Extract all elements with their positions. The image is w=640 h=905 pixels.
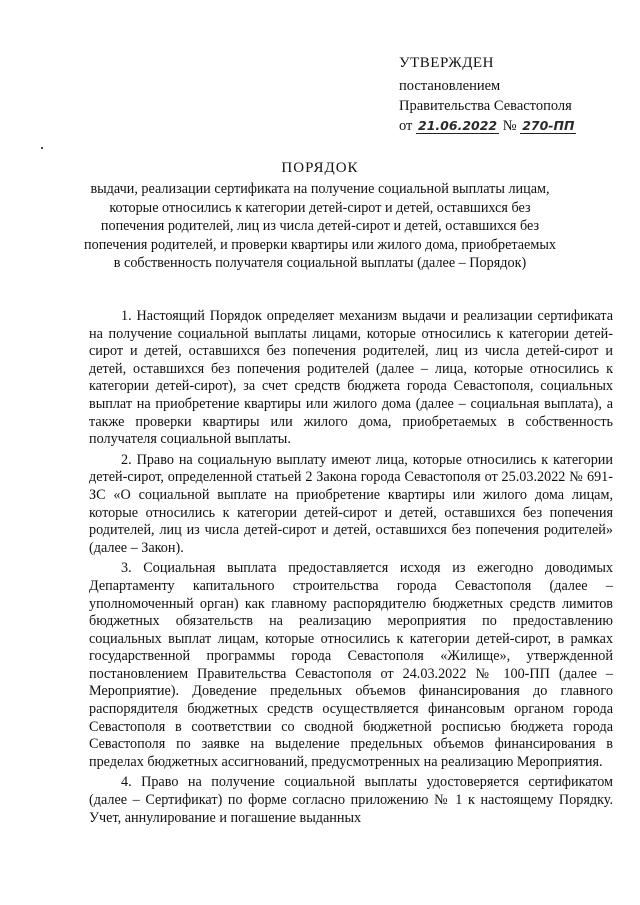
paragraph-1: 1. Настоящий Порядок определяет механизм выдачи и реализации сертификата на получение социальной выплаты лицами, которые относились к категории детей-сирот и детей, оставшихся без попечения родителей, лиц из числа детей-сирот и детей, оставшихся без попечения родителей (далее – лица, которые относились к категории детей-сирот), за счет средств бюджета города Севастополя, социальных выплат на приобретение квартиры или жилого дома (далее – социальная выплата), а также проверки квартиры или жилого дома, приобретаемых в собственность получателя социальной выплаты. xyxy=(89,308,613,448)
paragraph-4: 4. Право на получение социальной выплаты удостоверяется сертификатом (далее – Сертификат) по форме согласно приложению № 1 к настоящему Порядку. Учет, аннулирование и погашение выданных xyxy=(89,774,613,826)
approval-number-sign: № xyxy=(502,118,517,134)
approval-line-1: постановлением xyxy=(399,78,501,94)
approval-date-line xyxy=(399,116,576,136)
approval-date: 21.06.2022 xyxy=(418,118,498,133)
approval-heading: УТВЕРЖДЕН xyxy=(399,55,494,71)
approval-from: от xyxy=(399,118,413,134)
approval-number: 270-ПП xyxy=(522,118,575,133)
paragraph-3: 3. Социальная выплата предоставляется исходя из ежегодно доводимых Департаменту капитального строительства города Севастополя (далее – уполномоченный орган) как главному распорядителю бюджетных средств лимитов бюджетных обязательств на реализацию мероприятия по предоставлению социальных выплат лицам, которые относились к категории детей-сирот, в рамках государственной программы города Севастополя «Жилище», утвержденной постановлением Правительства Севастополя от 24.03.2022 № 100-ПП (далее – Мероприятие). Доведение предельных объемов финансирования до главного распорядителя бюджетных средств осуществляется финансовым органом города Севастополя в соответствии со сводной бюджетной росписью бюджета города Севастополя по заявке на выделение предельных объемов финансирования в пределах бюджетных ассигнований, предусмотренных на реализацию Мероприятия. xyxy=(89,560,613,770)
paragraph-2: 2. Право на социальную выплату имеют лица, которые относились к категории детей-сирот, определенной статьей 2 Закона города Севастополя от 25.03.2022 № 691-ЗС «О социальной выплате на приобретение квартиры или жилого дома лицам, которые относились к категории детей-сирот и детей, оставшихся без попечения родителей, лиц из числа детей-сирот и детей, оставшихся без попечения родителей» (далее – Закон). xyxy=(89,451,613,556)
document-body xyxy=(89,308,613,830)
scan-speck xyxy=(41,147,43,149)
document-subtitle: выдачи, реализации сертификата на получение социальной выплаты лицам, которые относились к категории детей-сирот и детей, оставшихся без попечения родителей, лиц из числа детей-сирот и детей, оставшихся без попечения родителей, и проверки квартиры или жилого дома, приобретаемых в собственность получателя социальной выплаты (далее – Порядок) xyxy=(84,181,556,271)
approval-line-2: Правительства Севастополя xyxy=(399,98,572,114)
approval-stamp xyxy=(399,53,576,136)
document-title: ПОРЯДОК xyxy=(281,160,359,176)
